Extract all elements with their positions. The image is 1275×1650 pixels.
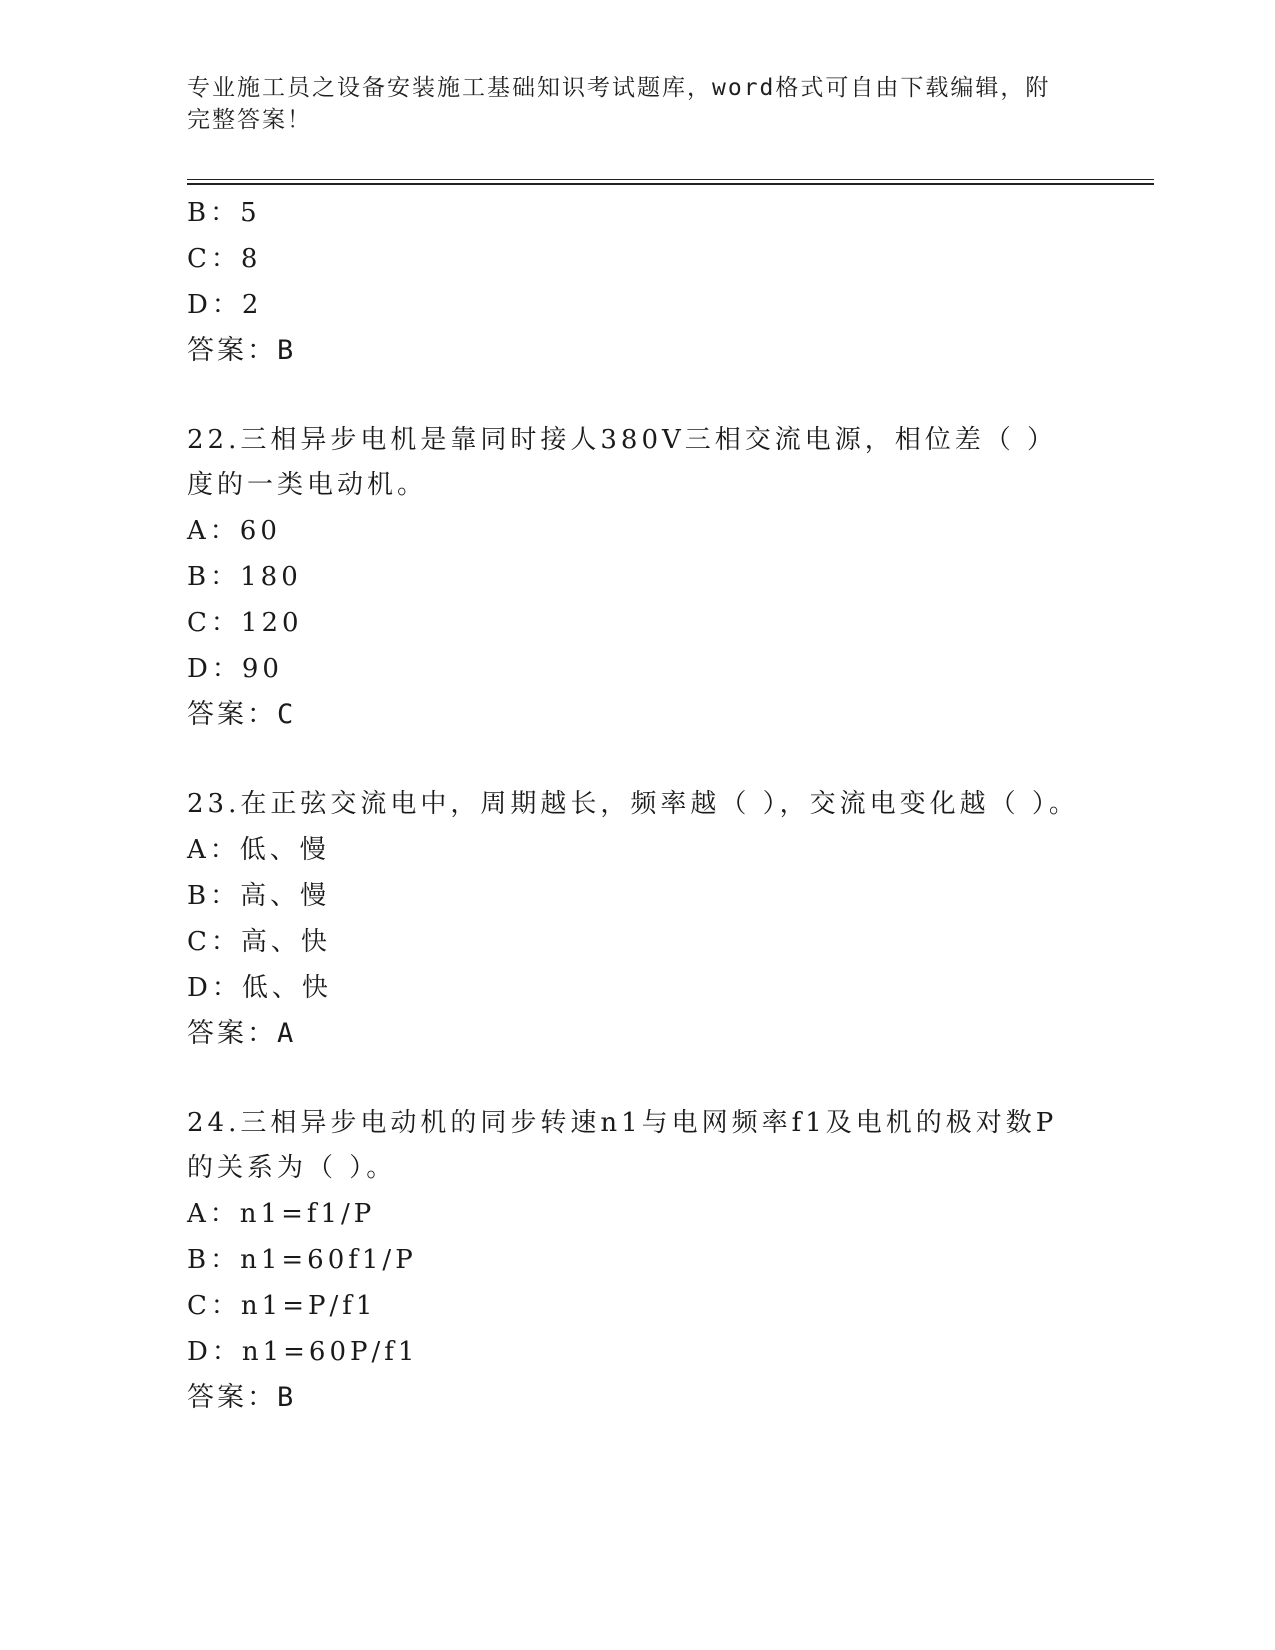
answer-row	[187, 1375, 1087, 1421]
option-row	[187, 554, 1087, 600]
option-value: n1=60f1/P	[240, 1245, 417, 1275]
spacer	[187, 738, 1087, 782]
option-value: n1=f1/P	[239, 1199, 376, 1229]
answer-value: B	[277, 335, 297, 366]
previous-question-tail	[187, 190, 1087, 374]
option-value: 低、慢	[239, 835, 330, 865]
option-label: C：	[187, 244, 241, 274]
answer-label: 答案：	[187, 1018, 277, 1049]
option-value: 60	[239, 516, 281, 546]
option-row	[187, 1191, 1087, 1237]
answer-value: C	[277, 699, 297, 730]
answer-row	[187, 1011, 1087, 1057]
option-row	[187, 236, 1087, 282]
page-header	[187, 72, 1067, 136]
question-number: 23.	[187, 789, 241, 819]
answer-row	[187, 692, 1087, 738]
option-label: B：	[187, 198, 241, 228]
option-label: C：	[187, 927, 241, 957]
spacer	[187, 1057, 1087, 1101]
option-row	[187, 508, 1087, 554]
option-row	[187, 190, 1087, 236]
question-block	[187, 418, 1087, 738]
option-label: D：	[187, 290, 242, 320]
option-value: 5	[240, 198, 261, 228]
option-row	[187, 873, 1087, 919]
option-label: B：	[187, 1245, 241, 1275]
option-value: 2	[241, 290, 263, 320]
option-row	[187, 282, 1087, 328]
option-label: D：	[187, 1337, 242, 1367]
option-label: D：	[187, 654, 242, 684]
spacer	[187, 374, 1087, 418]
answer-label: 答案：	[187, 699, 277, 730]
option-label: C：	[187, 608, 241, 638]
question-number: 24.	[187, 1108, 241, 1138]
option-row	[187, 1283, 1087, 1329]
option-row	[187, 827, 1087, 873]
document-title: 专业施工员之设备安装施工基础知识考试题库，word格式可自由下载编辑，附完整答案！	[187, 75, 1051, 133]
answer-value: A	[277, 1018, 297, 1049]
option-value: 90	[241, 654, 283, 684]
question-number: 22.	[187, 425, 241, 455]
option-label: C：	[187, 1291, 241, 1321]
option-value: 高、慢	[240, 881, 331, 911]
option-value: 低、快	[241, 973, 332, 1003]
option-label: A：	[187, 1199, 240, 1229]
question-block	[187, 782, 1087, 1057]
answer-label: 答案：	[187, 335, 277, 366]
option-label: D：	[187, 973, 242, 1003]
question-text: 三相异步电机是靠同时接人380V三相交流电源，相位差（ ）度的一类电动机。	[187, 425, 1058, 500]
option-row	[187, 600, 1087, 646]
option-label: A：	[187, 516, 240, 546]
question-stem	[187, 782, 1087, 827]
option-row	[187, 919, 1087, 965]
answer-row	[187, 328, 1087, 374]
option-row	[187, 965, 1087, 1011]
option-label: B：	[187, 881, 241, 911]
question-text: 三相异步电动机的同步转速n1与电网频率f1及电机的极对数P的关系为（ ）。	[187, 1108, 1058, 1183]
option-value: n1=60P/f1	[241, 1337, 419, 1367]
answer-value: B	[277, 1382, 297, 1413]
option-row	[187, 1237, 1087, 1283]
option-value: 高、快	[240, 927, 331, 957]
option-label: A：	[187, 835, 240, 865]
option-row	[187, 646, 1087, 692]
header-divider-thick	[187, 183, 1154, 185]
question-stem	[187, 1101, 1087, 1191]
option-value: n1=P/f1	[240, 1291, 377, 1321]
question-block	[187, 1101, 1087, 1421]
option-label: B：	[187, 562, 241, 592]
question-text: 在正弦交流电中，周期越长，频率越（ ），交流电变化越（ ）。	[240, 789, 1079, 819]
answer-label: 答案：	[187, 1382, 277, 1413]
option-value: 8	[240, 244, 262, 274]
question-content	[187, 190, 1087, 1421]
option-row	[187, 1329, 1087, 1375]
option-value: 180	[240, 562, 302, 592]
option-value: 120	[240, 608, 303, 638]
header-divider-thin	[187, 179, 1154, 180]
question-stem	[187, 418, 1087, 508]
